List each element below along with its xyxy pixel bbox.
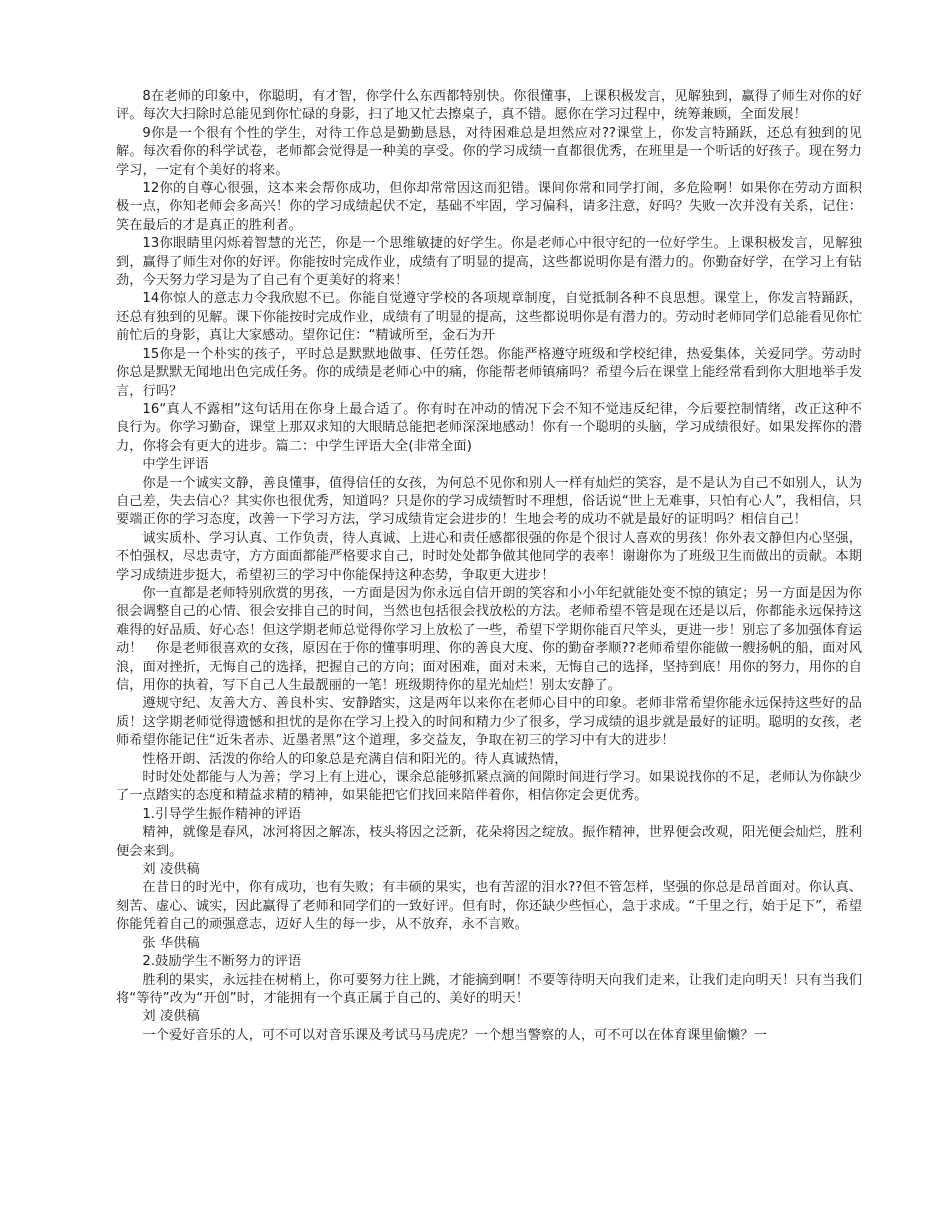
section-heading: 中学生评语 <box>142 457 209 473</box>
comment-paragraph: 诚实质朴、学习认真、工作负责，待人真诚、上进心和责任感都很强的你是个很讨人喜欢的男孩！你外表文静但内心坚强，不怕强权，尽忠责守，方方面面都能严格要求自己，时时处处都争做其他同学的表率！谢谢你为了班级卫生而做出的贡献。本期学习成绩进步挺大，希望初三的学习中你能保持这种态势，争取更大进步！ <box>116 530 862 583</box>
subsection-heading: 1.引导学生振作精神的评语 <box>142 806 302 822</box>
subsection-heading: 2.鼓励学生不断努力的评语 <box>142 954 302 970</box>
comment-paragraph: 16“真人不露相”这句话用在你身上最合适了。你有时在冲动的情况下会不知不觉违反纪律，今后要控制情绪，改正这种不良行为。你学习勤奋，课堂上那双求知的大眼睛总能把老师深深地感动！你有一个聪明的头脑，学习成绩很好。如果发挥你的潜力，你将会有更大的进步。篇二：中学生评语大全(非常全面) <box>116 401 862 454</box>
comment-paragraph: 你一直都是老师特别欣赏的男孩，一方面是因为你永远自信开朗的笑容和小小年纪就能处变不惊的镇定；另一方面是因为你很会调整自己的心情、很会安排自己的时间，当然也包括很会找放松的方法。老师希望不管是现在还是以后，你都能永远保持这难得的好品质、好心态！但这学期老师总觉得你学习上放松了一些，希望下学期你能百尺竿头，更进一步！别忘了多加强体育运动！ 你是老师很喜欢的女孩，原因在于你的懂事明理、你的善良大度、你的勤奋孝顺??老师希望你能做一艘扬帆的船，面对风浪，面对挫折，无悔自己的选择，把握自己的方向；面对困难，面对未来，无悔自己的选择，坚持到底！用你的努力，用你的自信，用你的执着，写下自己人生最靓丽的一笔！班级期待你的星光灿烂！别太安静了。 <box>116 585 862 693</box>
comment-paragraph: 你是一个诚实文静，善良懂事，值得信任的女孩，为何总不见你和别人一样有灿烂的笑容，是不是认为自己不如别人，认为自己差，失去信心？其实你也很优秀，知道吗？只是你的学习成绩暂时不理想，俗话说“世上无难事，只怕有心人”，我相信，只要端正你的学习态度，改善一下学习方法，学习成绩肯定会进步的！生地会考的成功不就是最好的证明吗？相信自己！ <box>116 475 862 528</box>
comment-paragraph: 性格开朗、活泼的你给人的印象总是充满自信和阳光的。待人真诚热情， <box>142 751 568 767</box>
comment-paragraph: 精神，就像是春风，冰河将因之解冻，枝头将因之泛新，花朵将因之绽放。振作精神，世界便会改观，阳光便会灿烂，胜利便会来到。 <box>116 825 862 859</box>
comment-paragraph: 一个爱好音乐的人，可不可以对音乐课及考试马马虎虎？一个想当警察的人，可不可以在体育课里偷懒？一 <box>142 1027 767 1043</box>
comment-paragraph: 15你是一个朴实的孩子，平时总是默默地做事、任劳任怨。你能严格遵守班级和学校纪律，热爱集体，关爱同学。劳动时你总是默默无闻地出色完成任务。你的成绩是老师心中的痛，你能帮老师镇痛吗？希望今后在课堂上能经常看到你大胆地举手发言，行吗？ <box>116 346 862 399</box>
document-body <box>116 88 862 1045</box>
comment-paragraph: 胜利的果实，永远挂在树梢上，你可要努力往上跳，才能摘到啊！不要等待明天向我们走来，让我们走向明天！只有当我们将“等待”改为“开创”时，才能拥有一个真正属于自己的、美好的明天！ <box>116 972 862 1006</box>
comment-paragraph: 在昔日的时光中，你有成功，也有失败；有丰硕的果实，也有苦涩的泪水??但不管怎样，坚强的你总是昂首面对。你认真、刻苦、虚心、诚实，因此赢得了老师和同学们的一致好评。但有时，你还缺少些恒心，急于求成。“千里之行，始于足下”，希望你能凭着自己的顽强意志，迈好人生的每一步，从不放弃，永不言败。 <box>116 880 862 933</box>
contributor-credit: 刘 凌供稿 <box>142 1009 200 1025</box>
comment-paragraph: 12你的自尊心很强，这本来会帮你成功，但你却常常因这而犯错。课间你常和同学打闹，多危险啊！如果你在劳动方面积极一点，你知老师会多高兴！你的学习成绩起伏不定，基础不牢固，学习偏科，请多注意，好吗？失败一次并没有关系，记住：笑在最后的才是真正的胜利者。 <box>116 181 862 233</box>
contributor-credit: 刘 凌供稿 <box>142 862 200 878</box>
comment-paragraph: 遵规守纪、友善大方、善良朴实、安静踏实，这是两年以来你在老师心目中的印象。老师非常希望你能永远保持这些好的品质！这学期老师觉得遗憾和担忧的是你在学习上投入的时间和精力少了很多，学习成绩的退步就是最好的证明。聪明的女孩，老师希望你能记住“近朱者赤、近墨者黑”这个道理，多交益友，争取在初三的学习中有大的进步！ <box>116 696 862 749</box>
comment-paragraph: 时时处处都能与人为善；学习上有上进心，课余总能够抓紧点滴的间隙时间进行学习。如果说找你的不足，老师认为你缺少了一点踏实的态度和精益求精的精神，如果能把它们找回来陪伴着你，相信你定会更优秀。 <box>116 770 862 804</box>
contributor-credit: 张 华供稿 <box>142 935 200 951</box>
comment-paragraph: 8在老师的印象中，你聪明，有才智，你学什么东西都特别快。你很懂事，上课积极发言，见解独到，赢得了师生对你的好评。每次大扫除时总能见到你忙碌的身影，扫了地又忙去擦桌子，真不错。愿你在学习过程中，统筹兼顾，全面发展！ <box>116 89 862 123</box>
comment-paragraph: 14你惊人的意志力令我欣慰不已。你能自觉遵守学校的各项规章制度，自觉抵制各种不良思想。课堂上，你发言特踊跃，还总有独到的见解。课下你能按时完成作业，成绩有了明显的提高，这些都说明你是有潜力的。劳动时老师同学们总能看见你忙前忙后的身影，真让大家感动。望你记住：“精诚所至，金石为开 <box>116 291 862 344</box>
comment-paragraph: 13你眼睛里闪烁着智慧的光芒，你是一个思维敏捷的好学生。你是老师心中很守纪的一位好学生。上课积极发言，见解独到，赢得了师生对你的好评。你能按时完成作业，成绩有了明显的提高，这些都说明你是有潜力的。你勤奋好学，在学习上有钻劲，今天努力学习是为了自己有个更美好的将来！ <box>116 236 862 289</box>
comment-paragraph: 9你是一个很有个性的学生，对待工作总是勤勤恳恳，对待困难总是坦然应对??课堂上，你发言特踊跃，还总有独到的见解。每次看你的科学试卷，老师都会觉得是一种美的享受。你的学习成绩一直都很优秀，在班里是一个听话的好孩子。现在努力学习，一定有个美好的将来。 <box>116 125 862 178</box>
